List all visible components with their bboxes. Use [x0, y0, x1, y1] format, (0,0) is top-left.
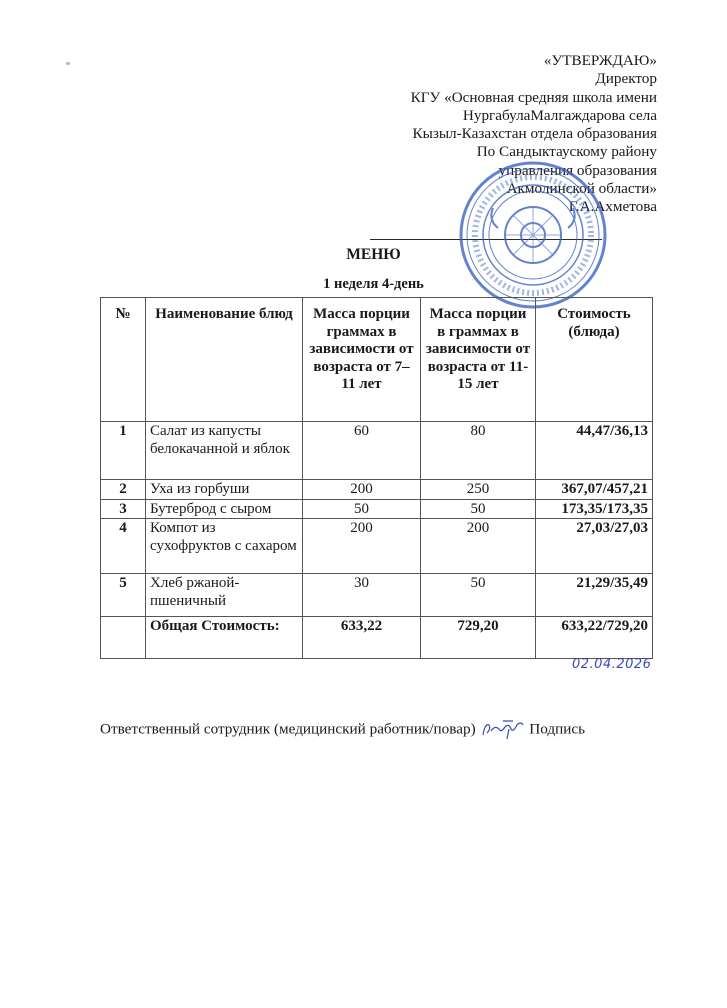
approval-block: [411, 52, 657, 217]
mass-7-11: 30: [303, 574, 421, 617]
header-number: №: [101, 298, 146, 422]
mass-11-15: 250: [421, 480, 536, 500]
header-mass-11-15: Масса порции в граммах в зависимости от возраста от 11-15 лет: [421, 298, 536, 422]
dish-cost: 44,47/36,13: [536, 422, 653, 480]
row-number: 3: [101, 499, 146, 519]
mass-11-15: 50: [421, 574, 536, 617]
footer-responsible: [100, 719, 585, 741]
dish-name: Салат из капусты белокачанной и яблок: [146, 422, 303, 480]
table-row: [101, 499, 653, 519]
signature-line: [370, 239, 602, 240]
mass-11-15: 80: [421, 422, 536, 480]
row-number: 1: [101, 422, 146, 480]
dish-name: Бутерброд с сыром: [146, 499, 303, 519]
dish-name: Компот из сухофруктов с сахаром: [146, 519, 303, 574]
dish-cost: 27,03/27,03: [536, 519, 653, 574]
approval-signatory: Г.А.Ахметова: [568, 198, 657, 216]
approval-line: По Сандыктаускому району: [476, 143, 657, 161]
menu-table: [100, 297, 653, 659]
table-row: [101, 519, 653, 574]
handwritten-signature-icon: [479, 719, 525, 741]
total-mass-11-15: 729,20: [421, 617, 536, 659]
dish-name: Уха из горбуши: [146, 480, 303, 500]
table-row: [101, 480, 653, 500]
mass-7-11: 200: [303, 480, 421, 500]
row-number: 4: [101, 519, 146, 574]
scan-speck: [66, 62, 70, 65]
row-number: 5: [101, 574, 146, 617]
table-row: [101, 422, 653, 480]
dish-cost: 173,35/173,35: [536, 499, 653, 519]
mass-11-15: 50: [421, 499, 536, 519]
mass-7-11: 60: [303, 422, 421, 480]
mass-11-15: 200: [421, 519, 536, 574]
approval-line: Кызыл-Казахстан отдела образования: [412, 125, 657, 143]
total-cost: 633,22/729,20: [536, 617, 653, 659]
header-cost: Стоимость (блюда): [536, 298, 653, 422]
approval-line: Директор: [595, 70, 657, 88]
dish-name: Хлеб ржаной-пшеничный: [146, 574, 303, 617]
approval-line: Акмолинской области»: [506, 180, 657, 198]
table-header-row: [101, 298, 653, 422]
total-label: Общая Стоимость:: [146, 617, 303, 659]
row-number: 2: [101, 480, 146, 500]
approval-line: «УТВЕРЖДАЮ»: [543, 52, 657, 69]
mass-7-11: 50: [303, 499, 421, 519]
handwritten-date: 02.04.2026: [572, 657, 652, 672]
approval-line: КГУ «Основная средняя школа имени: [410, 88, 657, 106]
mass-7-11: 200: [303, 519, 421, 574]
header-mass-7-11: Масса порции граммах в зависимости от возраста от 7–11 лет: [303, 298, 421, 422]
table-total-row: [101, 617, 653, 659]
total-mass-7-11: 633,22: [303, 617, 421, 659]
approval-line: управления образования: [498, 161, 657, 179]
responsible-label: Ответственный сотрудник (медицинский работник/повар): [100, 720, 476, 738]
dish-cost: 367,07/457,21: [536, 480, 653, 500]
dish-cost: 21,29/35,49: [536, 574, 653, 617]
total-empty-cell: [101, 617, 146, 659]
header-dish-name: Наименование блюд: [146, 298, 303, 422]
signature-label: Подпись: [529, 720, 586, 738]
approval-line: НургабулаМалгаждарова села: [462, 106, 657, 124]
page-subtitle: 1 неделя 4-день: [323, 276, 424, 292]
table-row: [101, 574, 653, 617]
page-title: МЕНЮ: [346, 246, 401, 263]
